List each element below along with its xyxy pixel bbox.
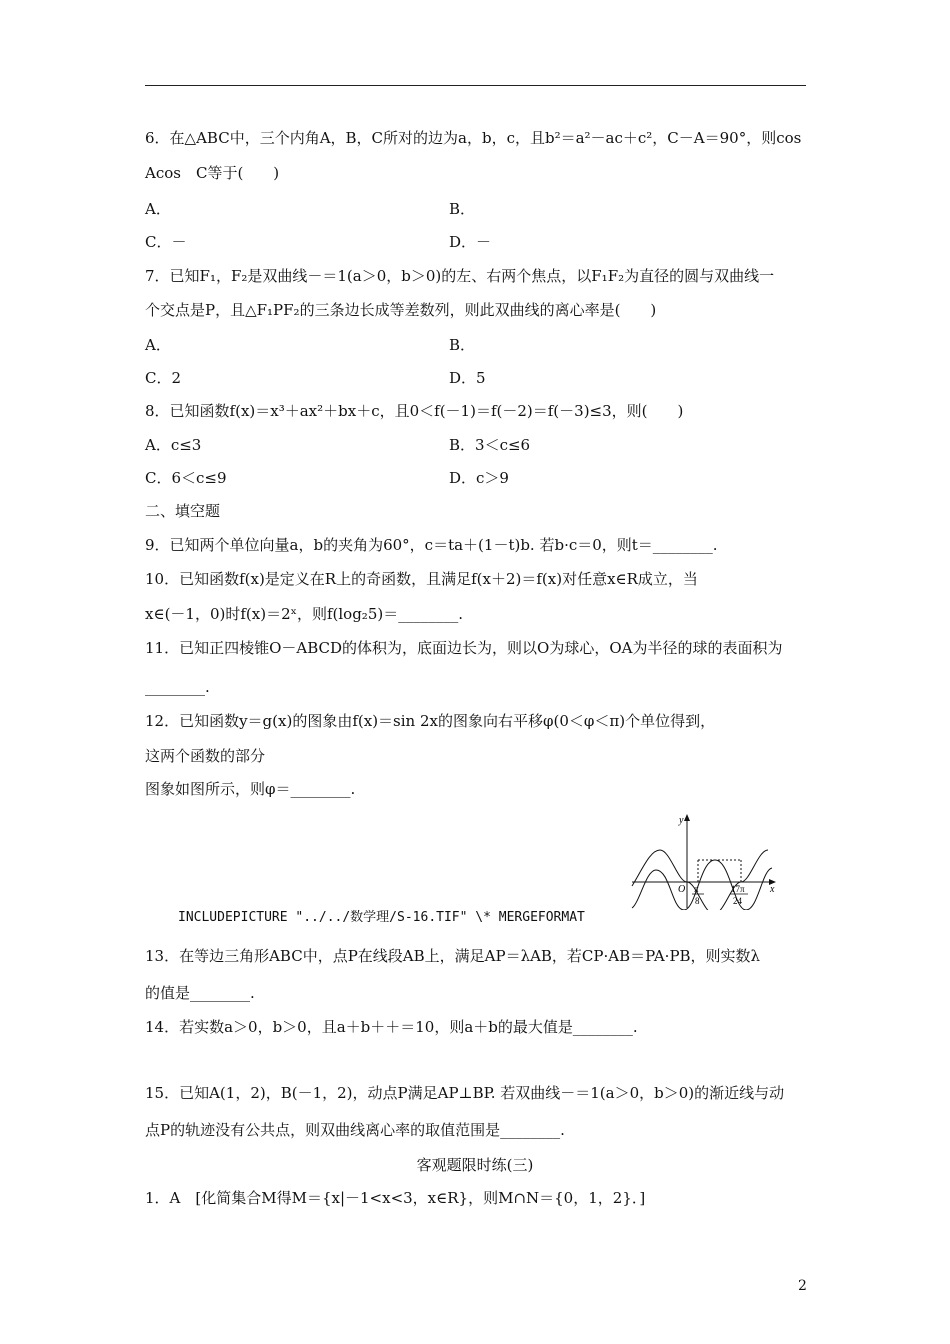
tick2-num: 17π — [731, 884, 745, 894]
includepicture-field: INCLUDEPICTURE "../../数学理/S-16.TIF" \* MERGEFORMAT — [178, 910, 585, 925]
q7-option-d: D．5 — [449, 369, 486, 387]
y-axis-arrow — [684, 814, 690, 821]
q8-option-a: A．c≤3 — [145, 436, 202, 454]
q7-line2: 个交点是P，且△F₁PF₂的三条边长成等差数列，则此双曲线的离心率是( ) — [145, 301, 657, 319]
q7-option-c: C．2 — [145, 369, 182, 387]
origin-label: O — [678, 884, 686, 895]
q6-line1: 6．在△ABC中，三个内角A，B，C所对的边为a，b，c，且b²＝a²－ac＋c²，C－A＝90°，则cos — [145, 129, 802, 147]
tick1-den: 8 — [695, 896, 700, 906]
q12-line3: 图象如图所示，则φ＝________. — [145, 780, 356, 798]
q11-line2: ________. — [145, 678, 210, 696]
q6-line2: Acos C等于( ) — [145, 164, 280, 182]
tick1-num: π — [694, 884, 699, 894]
q8-option-b: B．3＜c≤6 — [449, 436, 531, 454]
q13-line1: 13．在等边三角形ABC中，点P在线段AB上，满足AP＝λAB，若CP·AB＝PA·PB，则实数λ — [145, 947, 761, 965]
q10-line1: 10．已知函数f(x)是定义在R上的奇函数，且满足f(x＋2)＝f(x)对任意x∈R成立，当 — [145, 570, 698, 588]
section-heading: 二、填空题 — [145, 502, 221, 520]
y-label: y — [679, 815, 684, 826]
q6-option-a: A． — [145, 200, 171, 218]
q15-line2: 点P的轨迹没有公共点，则双曲线离心率的取值范围是________. — [145, 1121, 565, 1139]
q6-option-b: B． — [449, 200, 476, 218]
page-number: 2 — [798, 1278, 807, 1294]
q14: 14．若实数a＞0，b＞0，且a＋b＋＋＝10，则a＋b的最大值是________. — [145, 1018, 638, 1036]
tick2-den: 24 — [733, 896, 742, 906]
q11-line1: 11．已知正四棱锥O－ABCD的体积为，底面边长为，则以O为球心，OA为半径的球的表面积为 — [145, 639, 783, 657]
q10-line2: x∈(－1，0)时f(x)＝2ˣ，则f(log₂5)＝________. — [145, 605, 463, 623]
q6-option-d: D．－ — [449, 233, 492, 251]
header-rule — [145, 85, 806, 86]
x-label: x — [770, 884, 775, 895]
q8-option-c: C．6＜c≤9 — [145, 469, 227, 487]
q8-line1: 8．已知函数f(x)＝x³＋ax²＋bx＋c，且0＜f(－1)＝f(－2)＝f(－3)≤3，则( ) — [145, 402, 684, 420]
q7-option-a: A． — [145, 336, 171, 354]
q8-option-d: D．c＞9 — [449, 469, 509, 487]
q12-line2: 这两个函数的部分 — [145, 747, 266, 765]
answer-1: 1．A [化简集合M得M＝{x|－1<x<3，x∈R}，则M∩N＝{0，1，2}．] — [145, 1189, 646, 1207]
q12-line1: 12．已知函数y＝g(x)的图象由f(x)＝sin 2x的图象向右平移φ(0＜φ＜π)个单位得到， — [145, 712, 716, 730]
q6-option-c: C．－ — [145, 233, 187, 251]
curve-g — [632, 860, 772, 910]
q7-line1: 7．已知F₁，F₂是双曲线－＝1(a＞0，b＞0)的左、右两个焦点，以F₁F₂为直径的圆与双曲线一 — [145, 267, 775, 285]
q7-option-b: B． — [449, 336, 476, 354]
q13-line2: 的值是________. — [145, 984, 255, 1002]
q9: 9．已知两个单位向量a，b的夹角为60°，c＝ta＋(1－t)b. 若b·c＝0，则t＝________. — [145, 536, 718, 554]
function-graph — [630, 810, 780, 910]
answers-title: 客观题限时练(三) — [416, 1156, 534, 1174]
q15-line1: 15．已知A(1，2)，B(－1，2)，动点P满足AP⊥BP. 若双曲线－＝1(a＞0，b＞0)的渐近线与动 — [145, 1084, 785, 1102]
